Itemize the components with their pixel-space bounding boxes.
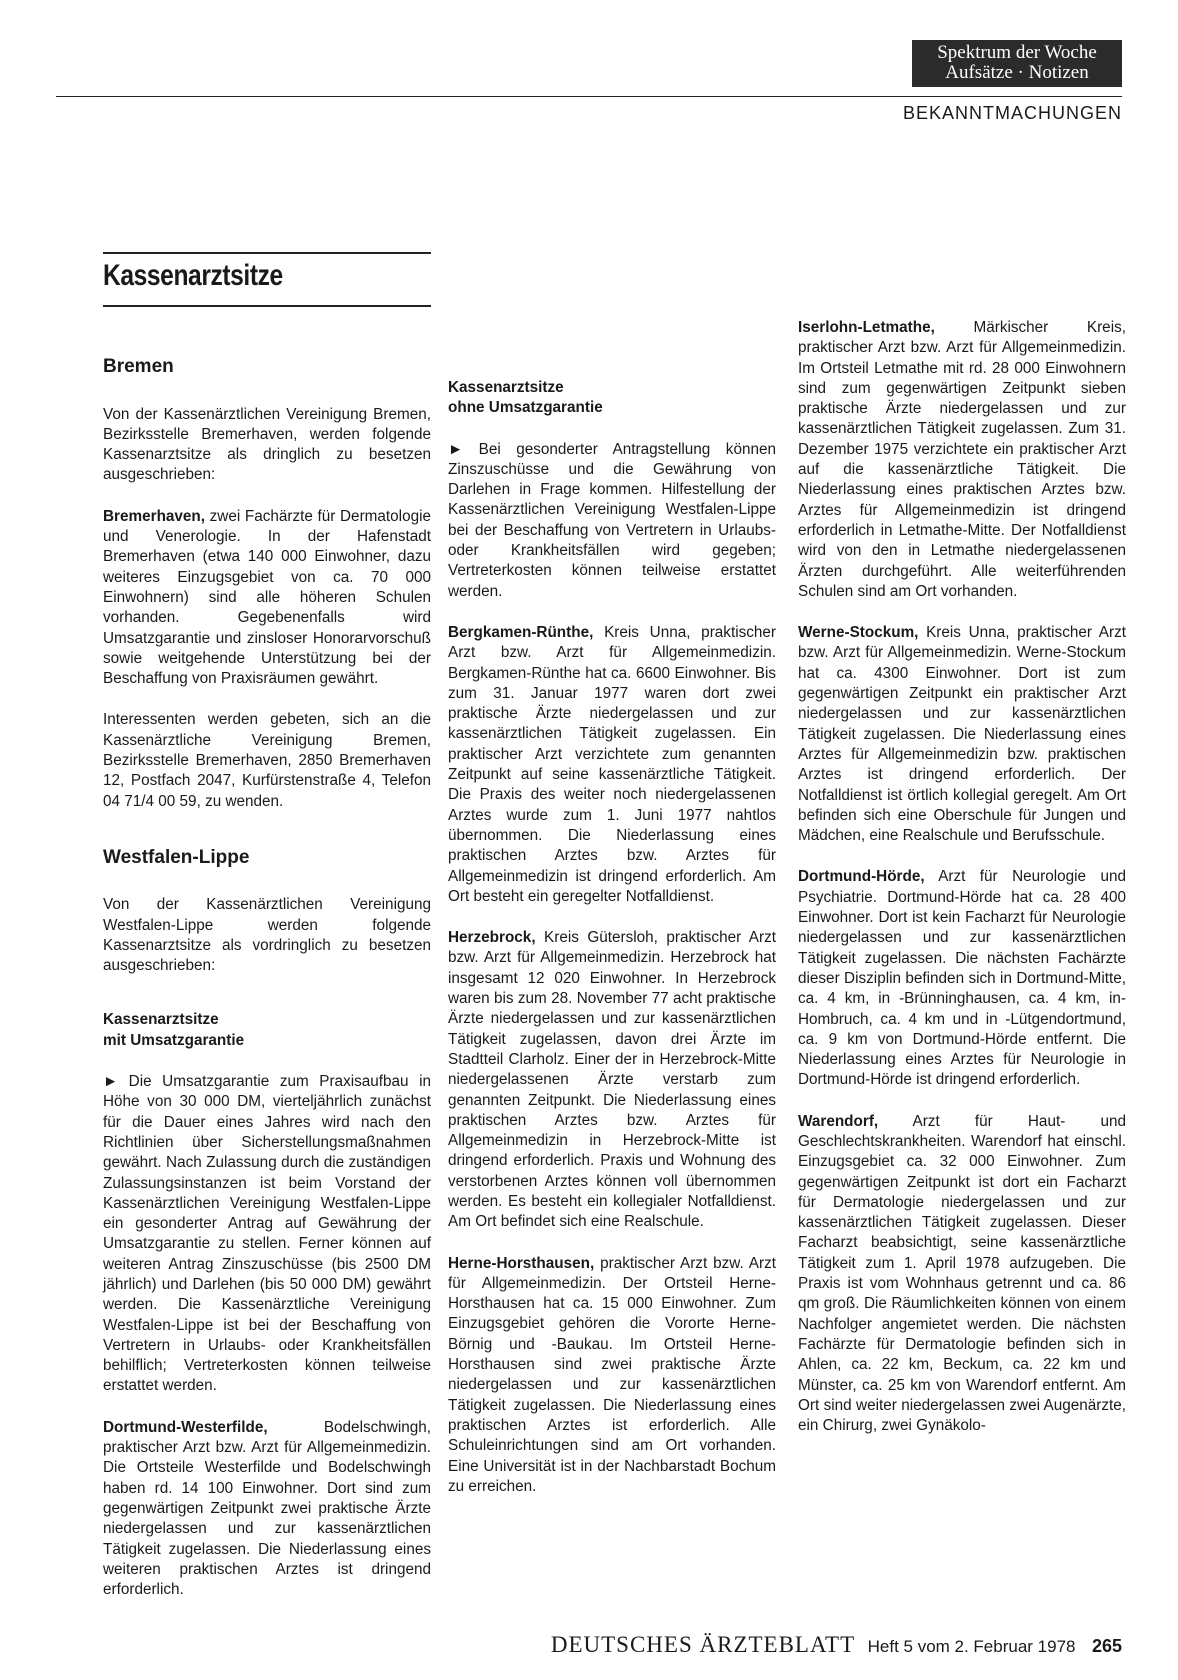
entry-lead: Herzebrock, xyxy=(448,929,536,947)
region-heading-westfalen: Westfalen-Lippe xyxy=(103,846,250,868)
entry-lead: Bremerhaven, xyxy=(103,507,206,525)
westfalen-intro: Von der Kassenärztlichen Vereinigung Westfalen-Lippe werden folgende Kassenarztsitze als vordringlich zu besetzen ausgeschrieben: xyxy=(103,896,431,975)
entry-text: praktischer Arzt bzw. Arzt für Allgemeinmedizin. Der Ortsteil Herne-Horsthausen hat ca. 15 000 Einwohner. Zum Einzugsgebiet gehören die Vororte Herne-Börnig und -Baukau. Im Ortsteil Herne-Horsthausen sind zwei praktische Ärzte niedergelassen und zur kassenärztlichen Tätigkeit zugelassen. Die Niederlassung eines praktischen Arztes ist erforderlich. Alle Schuleinrichtungen sind am Ort vorhanden. Eine Universität ist in der Nachbarstadt Bochum zu erreichen. xyxy=(448,1254,776,1495)
subheading-mit-umsatzgarantie xyxy=(103,1010,431,1051)
entry-text: Bodelschwingh, praktischer Arzt bzw. Arzt für Allgemeinmedizin. Die Ortsteile Westerfilde und Bodelschwingh haben rd. 14 100 Einwohner. Dort sind zum gegenwärtigen Zeitpunkt zwei praktische Ärzte niedergelassen und zur kassenärztlichen Tätigkeit zugelassen. Die Niederlassung eines weiteren praktischen Arztes ist dringend erforderlich. xyxy=(103,1418,431,1599)
entry-bergkamen-ruenthe xyxy=(448,623,776,907)
journal-name: DEUTSCHES ÄRZTEBLATT xyxy=(550,1632,856,1657)
entry-lead: Dortmund-Westerfilde, xyxy=(103,1418,268,1436)
entry-werne-stockum xyxy=(798,623,1126,846)
entry-warendorf xyxy=(798,1112,1126,1437)
title-block xyxy=(103,252,431,307)
entry-text: Kreis Unna, praktischer Arzt bzw. Arzt für Allgemeinmedizin. Werne-Stockum hat ca. 4300 Einwohner. Dort ist zum gegenwärtigen Zeitpunkt ein praktischer Arzt niedergelassen und zur kassenärztlichen Tätigkeit zugelassen. Die Niederlassung eines Arztes für Allgemeinmedizin bzw. praktischen Arztes ist dringend erforderlich. Der Notfalldienst ist örtlich kollegial geregelt. Am Ort befinden sich eine Oberschule für Jungen und Mädchen, eine Realschule und Berufsschule. xyxy=(798,624,1126,845)
entry-text: zwei Fachärzte für Dermatologie und Venerologie. In der Hafenstadt Bremerhaven (etwa 140 000 Einwohner, dazu weiteres Einzugsgebiet von ca. 70 000 Einwohnern) sind alle höheren Schulen vorhanden. Gegebenenfalls wird Umsatzgarantie und zinsloser Honorarvorschuß sowie weitgehende Unterstützung bei der Beschaffung von Praxisräumen gewährt. xyxy=(103,507,431,688)
badge-line-1: Spektrum der Woche xyxy=(937,42,1097,63)
entry-text: Kreis Gütersloh, praktischer Arzt bzw. Arzt für Allgemeinmedizin. Herzebrock hat insgesamt 12 020 Einwohner. In Herzebrock waren bis zum 28. November 77 acht praktische Ärzte niedergelassen und zur kassenärztlichen Tätigkeit zugelassen, davon drei Ärzte im Stadtteil Clarholz. Einer der in Herzebrock-Mitte niedergelassenen Ärzte verstarb zum genannten Zeitpunkt. Die Niederlassung eines praktischen Arztes bzw. Arztes für Allgemeinmedizin in Herzebrock-Mitte ist dringend erforderlich. Praxis und Wohnung des verstorbenen Arztes können voll übernommen werden. Es besteht ein kollegialer Notfalldienst. Am Ort befindet sich eine Realschule. xyxy=(448,929,776,1231)
entry-dortmund-westerfilde xyxy=(103,1418,431,1601)
entry-lead: Bergkamen-Rünthe, xyxy=(448,623,594,641)
subheading-line-1: Kassenarztsitze xyxy=(448,379,564,396)
section-badge xyxy=(912,40,1122,87)
entry-lead: Warendorf, xyxy=(798,1112,879,1130)
column-2-flow xyxy=(448,238,776,1518)
section-label: BEKANNTMACHUNGEN xyxy=(902,103,1122,123)
bremen-contact: Interessenten werden gebeten, sich an die Kassenärztliche Vereinigung Bremen, Bezirksstelle Bremerhaven, 2850 Bremerhaven 12, Postfach 2047, Kurfürstenstraße 4, Telefon 04 71/4 00 59, zu wenden. xyxy=(103,711,431,810)
top-rule xyxy=(56,96,1122,97)
entry-iserlohn-letmathe xyxy=(798,318,1126,602)
entry-dortmund-hoerde xyxy=(798,867,1126,1090)
column-3 xyxy=(798,318,1126,1457)
subheading-line-2: ohne Umsatzgarantie xyxy=(448,399,603,417)
entry-lead: Iserlohn-Letmathe, xyxy=(798,319,935,336)
badge-line-2: Aufsätze · Notizen xyxy=(945,62,1089,83)
entry-herne-horsthausen xyxy=(448,1254,776,1498)
entry-bremerhaven xyxy=(103,507,431,690)
column-1 xyxy=(103,238,431,1621)
subheading-line-1: Kassenarztsitze xyxy=(103,1011,219,1029)
entry-text: Arzt für Neurologie und Psychiatrie. Dortmund-Hörde hat ca. 28 400 Einwohner. Dort ist kein Facharzt für Neurologie niedergelassen und zur kassenärztlichen Tätigkeit zugelassen. Die nächsten Fachärzte dieser Disziplin befinden sich in Dortmund-Mitte, ca. 4 km, in -Brünninghausen, ca. 4 km, in-Hombruch, ca. 4 km und in -Lütgendortmund, ca. 9 km von Dortmund-Hörde entfernt. Die Niederlassung eines Arztes für Neurologie in Dortmund-Hörde ist dringend erforderlich. xyxy=(798,868,1126,1089)
entry-lead: Herne-Horsthausen, xyxy=(448,1254,595,1272)
entry-lead: Werne-Stockum, xyxy=(798,624,919,642)
bremen-intro: Von der Kassenärztlichen Vereinigung Bremen, Bezirksstelle Bremerhaven, werden folgende Kassenarztsitze als dringlich zu besetzen ausgeschrieben: xyxy=(103,405,431,484)
entry-text: Arzt für Haut- und Geschlechtskrankheiten. Warendorf hat einschl. Einzugsgebiet ca. 32 000 Einwohner. Zum gegenwärtigen Zeitpunkt ist dort ein Facharzt für Dermatologie niedergelassen und zur kassenärztlichen Tätigkeit zugelassen. Dieser Facharzt beabsichtigt, seine kassenärztliche Tätigkeit zum 1. April 1978 aufzugeben. Die Praxis ist vom Wohnhaus getrennt und ca. 86 qm groß. Die Räumlichkeiten können von einem Nachfolger angemietet werden. Die nächsten Fachärzte für Dermatologie befinden sich in Ahlen, ca. 22 km, Beckum, ca. 22 km und Münster, ca. 25 km von Warendorf entfernt. Am Ort sind weiter niedergelassen zwei Augenärzte, ein Chirurg, zwei Gynäkolo- xyxy=(798,1112,1126,1435)
subheading-ohne-umsatzgarantie xyxy=(448,378,776,419)
article-title: Kassenarztsitze xyxy=(103,259,283,292)
ohne-umsatzgarantie-text: ► Bei gesonderter Antragstellung können Zinszuschüsse und die Gewährung von Darlehen in Frage kommen. Hilfestellung der Kassenärztlichen Vereinigung Westfalen-Lippe bei der Beschaffung von Vertretern in Urlaubs- oder Krankheitsfällen wird gegeben; Vertreterkosten können teilweise erstattet werden. xyxy=(448,440,776,600)
issue-info: Heft 5 vom 2. Februar 1978 xyxy=(867,1637,1076,1656)
page-footer xyxy=(0,1632,1122,1658)
entry-herzebrock xyxy=(448,928,776,1232)
subheading-line-2: mit Umsatzgarantie xyxy=(103,1031,245,1049)
entry-text: Märkischer Kreis, praktischer Arzt bzw. Arzt für Allgemeinmedizin. Im Ortsteil Letmathe mit rd. 28 000 Einwohnern sind zum gegenwärtigen Zeitpunkt sieben praktische Ärzte niedergelassen und zur kassenärztlichen Tätigkeit zugelassen. Zum 31. Dezember 1975 verzichtete ein praktischer Arzt auf die kassenärztliche Tätigkeit. Die Niederlassung eines praktischen Arztes bzw. Arztes für Allgemeinmedizin ist dringend erforderlich in Letmathe-Mitte. Der Notfalldienst wird von den in Letmathe niedergelassenen Ärzten durchgeführt. Alle weiterführenden Schulen sind am Ort vorhanden. xyxy=(798,319,1126,600)
entry-lead: Dortmund-Hörde, xyxy=(798,868,925,886)
region-heading-bremen: Bremen xyxy=(103,356,174,378)
page-number: 265 xyxy=(1091,1636,1122,1656)
entry-text: Kreis Unna, praktischer Arzt bzw. Arzt für Allgemeinmedizin. Bergkamen-Rünthe hat ca. 6600 Einwohner. Bis zum 31. Januar 1977 waren dort zwei praktische Ärzte niedergelassen und zur kassenärztlichen Tätigkeit zugelassen. Ein praktischer Arzt verzichtete zum genannten Zeitpunkt auf seine kassenärztliche Tätigkeit. Die Praxis des weiter noch niedergelassenen Arztes wurde zum 1. Juni 1977 nahtlos übernommen. Die Niederlassung eines praktischen Arztes bzw. Arztes für Allgemeinmedizin ist dringend erforderlich. Am Ort besteht ein geregelter Notfalldienst. xyxy=(448,623,776,905)
mit-umsatzgarantie-text: ► Die Umsatzgarantie zum Praxisaufbau in Höhe von 30 000 DM, vierteljährlich zunächst für die Dauer eines Jahres wird nach den Richtlinien über Sicherstellungsmaßnahmen gewährt. Nach Zulassung durch die zuständigen Zulassungsinstanzen ist beim Vorstand der Kassenärztlichen Vereinigung Westfalen-Lippe ein gesonderter Antrag auf Gewährung der Umsatzgarantie zu stellen. Ferner können auf weiteren Antrag Zinszuschüsse (bis 2500 DM jährlich) und Darlehen (bis 50 000 DM) gewährt werden. Die Kassenärztliche Vereinigung Westfalen-Lippe ist bei der Beschaffung von Vertretern in Urlaubs- oder Krankheitsfällen behilflich; Vertreterkosten können teilweise erstattet werden. xyxy=(103,1073,431,1395)
